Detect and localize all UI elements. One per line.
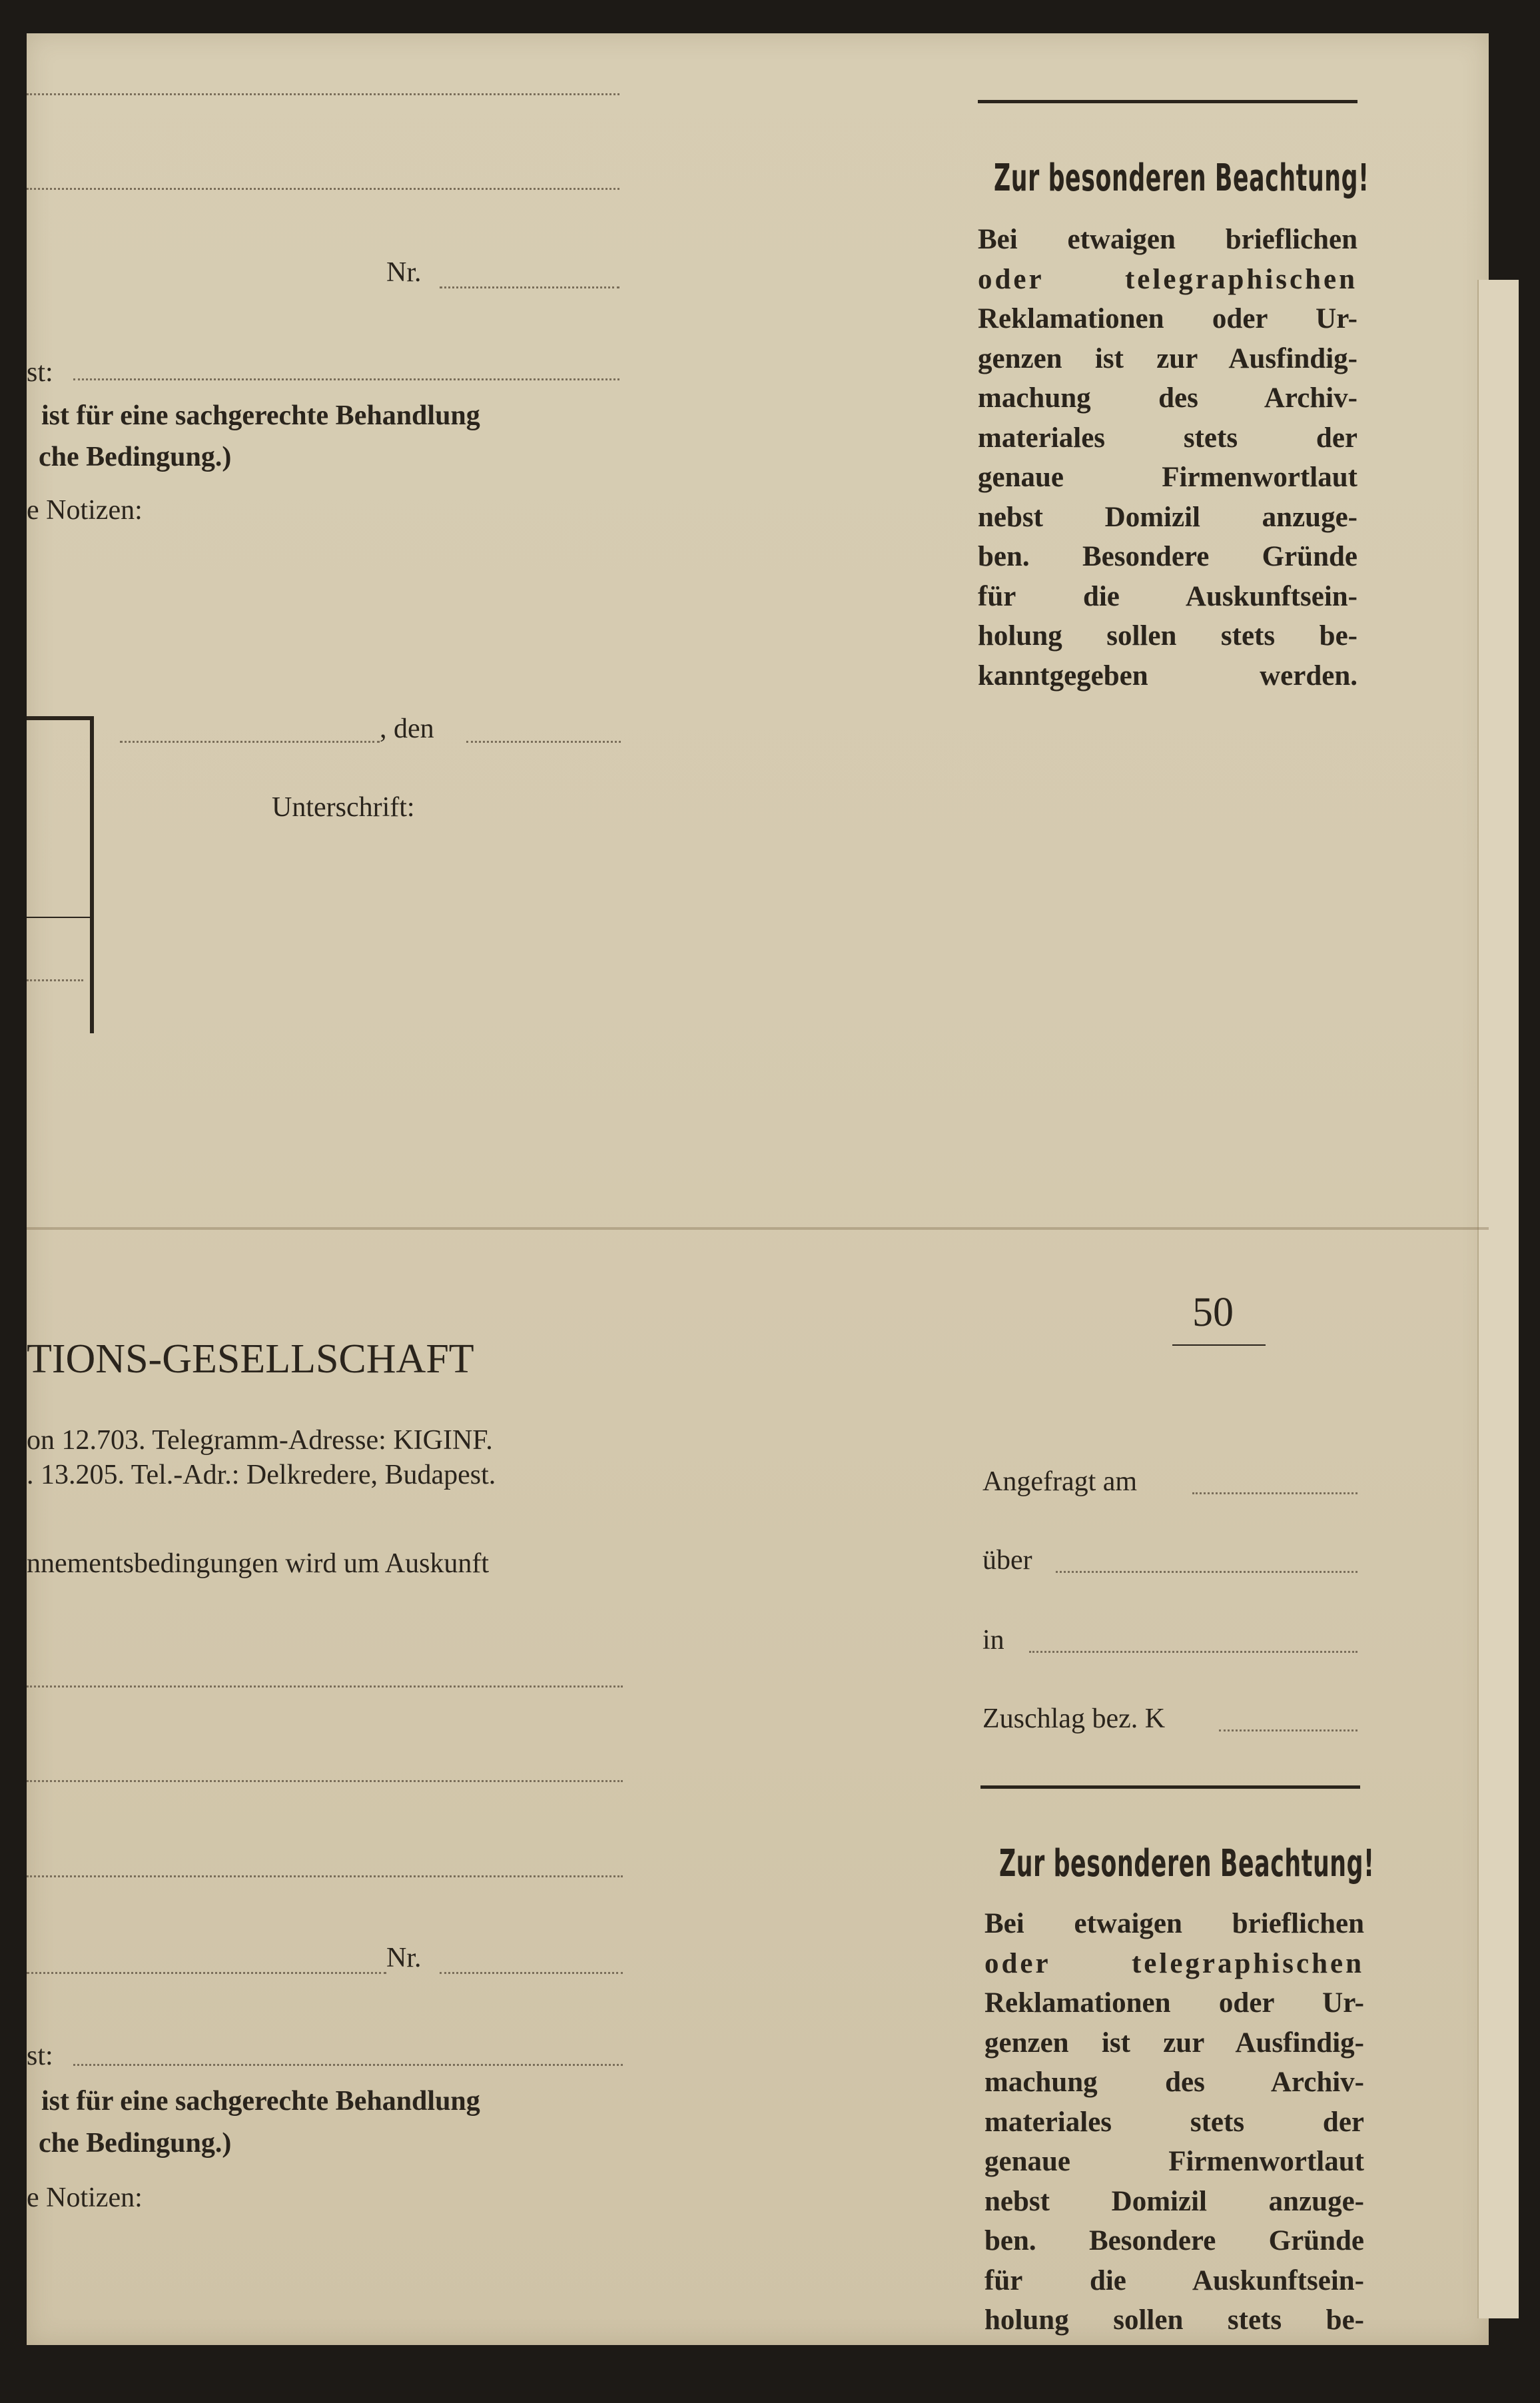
den-label: , den	[380, 714, 434, 744]
form-number: 50	[1192, 1290, 1234, 1335]
dotted-line	[27, 1875, 623, 1877]
ueber-label: über	[982, 1545, 1032, 1576]
sach-line-2: che Bedingung.)	[39, 2128, 232, 2159]
notice-line: materiales stets der	[984, 2106, 1364, 2138]
dotted-line	[27, 1685, 623, 1687]
dotted-line	[73, 378, 619, 380]
angefragt-label: Angefragt am	[982, 1466, 1138, 1497]
notice-line: oder telegraphischen	[984, 1947, 1364, 1979]
unterschrift-label: Unterschrift:	[272, 792, 415, 823]
dotted-line	[73, 2064, 623, 2066]
dotted-line	[120, 741, 380, 743]
notice-heading: Zur besonderen Beachtung!	[994, 157, 1369, 200]
notice-heading: Zur besonderen Beachtung!	[999, 1842, 1375, 1885]
fold-line	[27, 1227, 1489, 1230]
notice-line: holung sollen stets be-	[984, 2304, 1364, 2336]
dotted-line	[1219, 1729, 1357, 1731]
notice-line: Bei etwaigen brieflichen	[984, 1908, 1364, 1939]
notizen-label: e Notizen:	[27, 2182, 143, 2213]
notice-line: Bei etwaigen brieflichen	[978, 224, 1357, 255]
notice-line: nebst Domizil anzuge-	[984, 2185, 1364, 2217]
sach-line-2: che Bedingung.)	[39, 442, 232, 472]
notizen-label: e Notizen:	[27, 495, 143, 526]
notice-line: nebst Domizil anzuge-	[978, 501, 1357, 533]
notice-line: Reklamationen oder Ur-	[984, 1987, 1364, 2019]
dotted-line	[27, 188, 619, 190]
dotted-line	[27, 1780, 623, 1782]
in-label: in	[982, 1625, 1004, 1656]
dotted-line	[27, 93, 619, 95]
nr-label: Nr.	[386, 257, 422, 288]
bottom-rule	[980, 1785, 1360, 1789]
dotted-line	[1056, 1571, 1357, 1573]
dotted-line	[1029, 1651, 1357, 1653]
dotted-line	[1192, 1492, 1357, 1494]
nr-label: Nr.	[386, 1943, 422, 1973]
notice-line: genaue Firmenwortlaut	[984, 2146, 1364, 2177]
sach-line-1: ist für eine sachgerechte Behandlung	[41, 2086, 480, 2117]
sach-line-1: ist für eine sachgerechte Behandlung	[41, 400, 480, 431]
notice-line: genzen ist zur Ausfindig-	[978, 342, 1357, 374]
notice-line: Reklamationen oder Ur-	[978, 303, 1357, 334]
phone-line-2: . 13.205. Tel.-Adr.: Delkredere, Budapest.	[27, 1460, 496, 1490]
dotted-line	[466, 741, 621, 743]
abo-line: nnementsbedingungen wird um Auskunft	[27, 1548, 490, 1579]
notice-line: für die Auskunftsein-	[984, 2264, 1364, 2296]
page-edge	[1477, 280, 1519, 2318]
notice-line: ben. Besondere Gründe	[978, 541, 1357, 572]
dotted-line	[27, 979, 83, 981]
notice-line: holung sollen stets be-	[978, 620, 1357, 652]
phone-line-1: on 12.703. Telegramm-Adresse: KIGINF.	[27, 1425, 493, 1456]
notice-line: oder telegraphischen	[978, 263, 1357, 295]
notice-text	[978, 220, 1357, 696]
dotted-line	[440, 1972, 623, 1974]
zuschlag-label: Zuschlag bez. K	[982, 1703, 1166, 1734]
dotted-line	[27, 1972, 386, 1974]
notice-line: genaue Firmenwortlaut	[978, 462, 1357, 493]
notice-text	[984, 1904, 1364, 2340]
notice-line: ben. Besondere Gründe	[984, 2225, 1364, 2256]
notice-line: machung des Archiv-	[984, 2067, 1364, 2098]
top-rule	[978, 100, 1357, 103]
notice-line: kanntgegeben werden.	[978, 660, 1357, 692]
notice-line: für die Auskunftsein-	[978, 580, 1357, 612]
st-label: st:	[27, 2041, 53, 2071]
company-name: TIONS-GESELLSCHAFT	[27, 1336, 474, 1382]
notice-line: machung des Archiv-	[978, 382, 1357, 414]
dotted-line	[440, 286, 619, 288]
notice-line: genzen ist zur Ausfindig-	[984, 2027, 1364, 2059]
st-label: st:	[27, 357, 53, 388]
notice-line: materiales stets der	[978, 422, 1357, 454]
frame-box	[27, 716, 94, 1033]
number-underline	[1172, 1344, 1266, 1346]
